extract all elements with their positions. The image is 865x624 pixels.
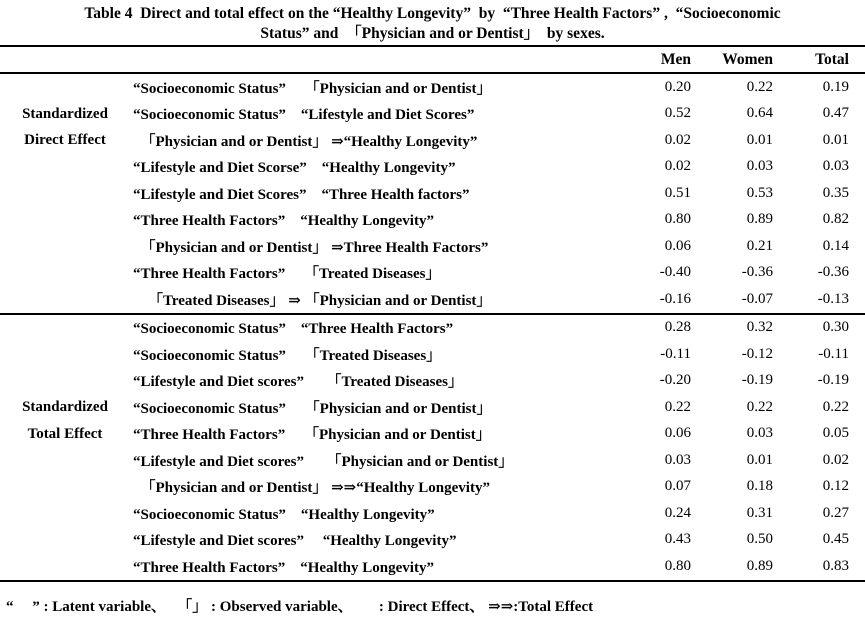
total-value: 0.35 <box>822 184 849 201</box>
men-value: 0.02 <box>664 158 691 175</box>
women-value: 0.01 <box>746 451 773 468</box>
men-value: 0.28 <box>664 319 691 336</box>
total-value: 0.27 <box>822 504 849 521</box>
total-value: 0.14 <box>822 237 849 254</box>
table-row <box>0 260 865 287</box>
men-value: 0.43 <box>664 531 691 548</box>
men-value: 0.07 <box>664 478 691 495</box>
table-row <box>0 315 865 342</box>
relation-text: “Lifestyle and Diet Scores” “Three Health factors” <box>133 186 470 203</box>
relation-text: “Three Health Factors” “Healthy Longevity” <box>133 213 434 230</box>
table-row <box>0 527 865 554</box>
total-effect-rows <box>0 315 865 580</box>
relation-text: “Lifestyle and Diet Scorse” “Healthy Longevity” <box>133 160 456 177</box>
table-row <box>0 74 865 101</box>
men-value: -0.16 <box>659 290 691 307</box>
relation-text: “Lifestyle and Diet scores” 「Treated Diseases」 <box>133 374 463 391</box>
women-value: 0.03 <box>746 425 773 442</box>
total-value: 0.05 <box>822 425 849 442</box>
relation-text: “Three Health Factors” 「Physician and or Dentist」 <box>133 427 491 444</box>
relation-text: “Socioeconomic Status” 「Physician and or Dentist」 <box>133 400 492 417</box>
relation-text: 「Physician and or Dentist」 ⇒Three Health Factors” <box>133 239 489 256</box>
total-value: 0.83 <box>822 557 849 574</box>
table-row <box>0 154 865 181</box>
relation-text: “Socioeconomic Status” “Lifestyle and Diet Scores” <box>133 107 475 124</box>
women-value: 0.31 <box>746 504 773 521</box>
men-value: 0.06 <box>664 237 691 254</box>
men-value: 0.80 <box>664 557 691 574</box>
women-value: 0.53 <box>746 184 773 201</box>
table-row <box>0 500 865 527</box>
women-value: 0.18 <box>746 478 773 495</box>
column-header-women: Women <box>722 50 773 68</box>
men-value: -0.11 <box>660 345 691 362</box>
table-row <box>0 286 865 313</box>
section-label-line2: Total Effect <box>27 425 103 442</box>
women-value: 0.32 <box>746 319 773 336</box>
total-value: -0.19 <box>817 372 849 389</box>
men-value: 0.20 <box>664 78 691 95</box>
women-value: 0.22 <box>746 78 773 95</box>
total-value: 0.03 <box>822 158 849 175</box>
men-value: -0.40 <box>659 264 691 281</box>
relation-text: 「Treated Diseases」 ⇒ 「Physician and or Dentist」 <box>133 292 492 309</box>
women-value: 0.50 <box>746 531 773 548</box>
men-value: 0.06 <box>664 425 691 442</box>
total-value: 0.30 <box>822 319 849 336</box>
total-effect-section-label <box>0 394 130 447</box>
total-value: -0.36 <box>817 264 849 281</box>
total-value: 0.01 <box>822 131 849 148</box>
table-row <box>0 368 865 395</box>
relation-text: “Socioeconomic Status” “Three Health Factors” <box>133 321 454 338</box>
men-value: 0.80 <box>664 211 691 228</box>
table-title-line2: Status” and 「Physician and or Dentist」 by sexes. <box>260 25 605 42</box>
relation-text: “Socioeconomic Status” “Healthy Longevity” <box>133 506 435 523</box>
men-value: -0.20 <box>659 372 691 389</box>
table-row <box>0 180 865 207</box>
total-value: 0.19 <box>822 78 849 95</box>
relation-text: “Three Health Factors” “Healthy Longevity” <box>133 559 434 576</box>
men-value: 0.02 <box>664 131 691 148</box>
women-value: 0.89 <box>746 557 773 574</box>
relation-text: 「Physician and or Dentist」 ⇒“Healthy Longevity” <box>133 133 478 150</box>
women-value: -0.19 <box>741 372 773 389</box>
table-row <box>0 233 865 260</box>
section-label-line1: Standardized <box>22 399 108 415</box>
relation-text: “Socioeconomic Status” 「Treated Diseases」 <box>133 347 442 364</box>
men-value: 0.52 <box>664 105 691 122</box>
relation-text: 「Physician and or Dentist」 ⇒⇒“Healthy Longevity” <box>133 480 490 497</box>
total-value: 0.12 <box>822 478 849 495</box>
total-value: 0.22 <box>822 398 849 415</box>
section-label-line2: Direct Effect <box>24 132 106 148</box>
women-value: -0.36 <box>741 264 773 281</box>
men-value: 0.51 <box>664 184 691 201</box>
column-header-men: Men <box>660 50 691 68</box>
table-title-line1: Table 4 Direct and total effect on the “Healthy Longevity” by “Three Health Factors” , “Socioeconomic <box>84 5 781 22</box>
women-value: 0.64 <box>746 105 773 122</box>
total-value: 0.02 <box>822 451 849 468</box>
men-value: 0.03 <box>664 451 691 468</box>
legend-footnote: “ ” : Latent variable、 「」 : Observed variable、 : Direct Effect、 ⇒⇒:Total Effect <box>6 598 594 615</box>
women-value: -0.07 <box>741 290 773 307</box>
total-value: 0.47 <box>822 105 849 122</box>
column-header-row <box>0 47 865 72</box>
table-row <box>0 553 865 580</box>
total-effect-section <box>0 315 865 580</box>
direct-effect-section-label <box>0 101 130 154</box>
men-value: 0.22 <box>664 398 691 415</box>
men-value: 0.24 <box>664 504 691 521</box>
table-row <box>0 447 865 474</box>
relation-text: “Three Health Factors” 「Treated Diseases」 <box>133 266 441 283</box>
women-value: 0.21 <box>746 237 773 254</box>
column-header-total: Total <box>815 50 849 68</box>
women-value: -0.12 <box>741 345 773 362</box>
women-value: 0.89 <box>746 211 773 228</box>
section-label-line1: Standardized <box>22 105 108 122</box>
table-row <box>0 474 865 501</box>
total-value: -0.11 <box>818 345 849 362</box>
women-value: 0.03 <box>746 158 773 175</box>
table-row <box>0 207 865 234</box>
relation-text: “Socioeconomic Status” 「Physician and or Dentist」 <box>133 80 492 97</box>
total-value: -0.13 <box>817 290 849 307</box>
table-row <box>0 341 865 368</box>
relation-text: “Lifestyle and Diet scores” “Healthy Longevity” <box>133 533 457 550</box>
women-value: 0.22 <box>746 398 773 415</box>
table-title <box>0 0 865 45</box>
direct-effect-section <box>0 74 865 313</box>
relation-text: “Lifestyle and Diet scores” 「Physician and or Dentist」 <box>133 453 514 470</box>
total-value: 0.82 <box>822 211 849 228</box>
women-value: 0.01 <box>746 131 773 148</box>
total-value: 0.45 <box>822 531 849 548</box>
